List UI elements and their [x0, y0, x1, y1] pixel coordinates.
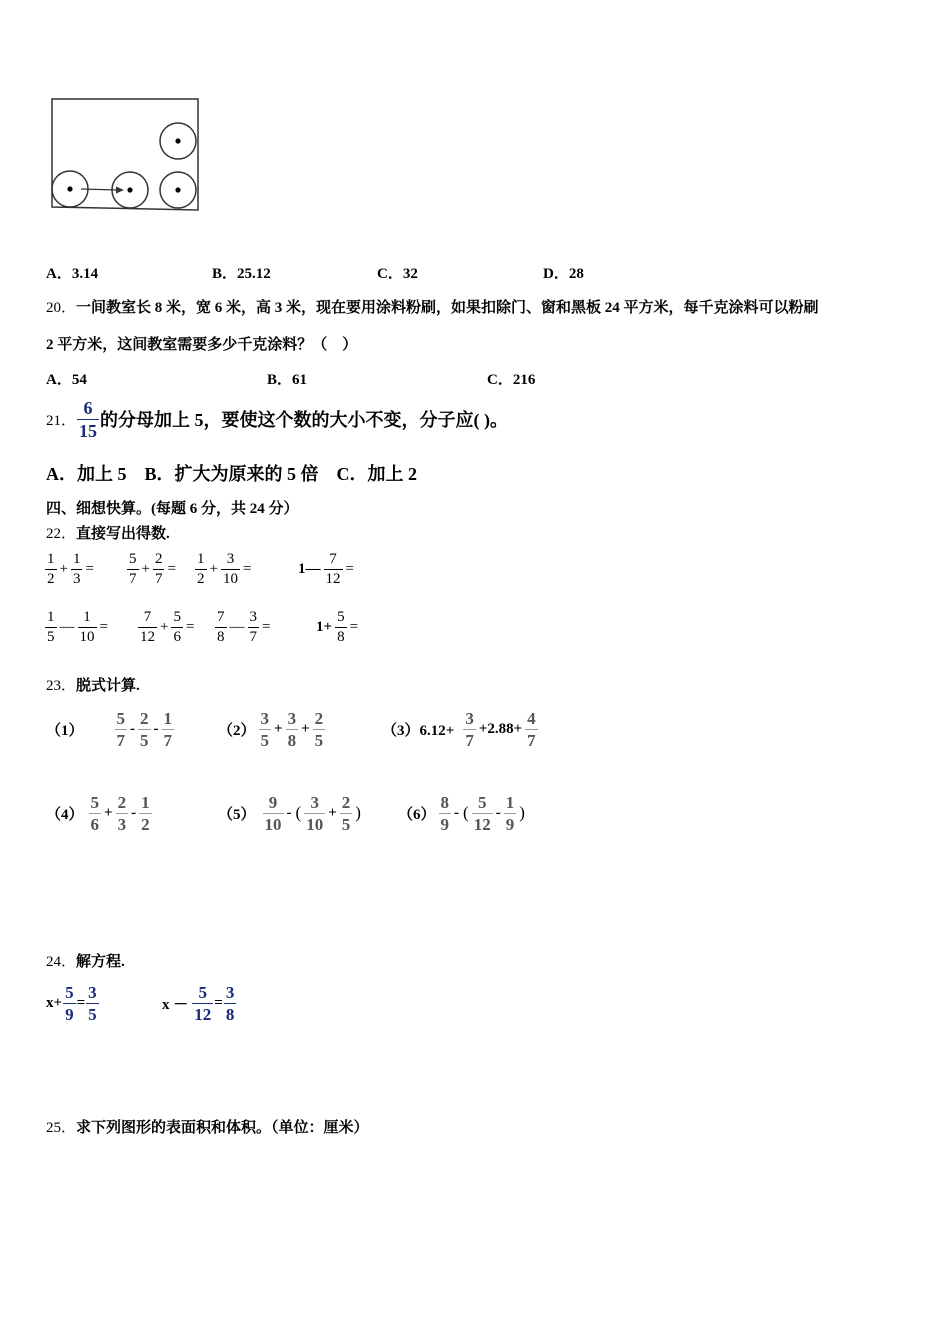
- fraction-denominator: 8: [225, 1004, 235, 1024]
- fraction-denominator: 10: [306, 814, 324, 834]
- option-label: A．: [46, 266, 72, 282]
- q22-item-6: [137, 606, 196, 648]
- operator: -: [454, 804, 460, 821]
- fraction-denominator: 2: [141, 814, 150, 834]
- option-value: 25.12: [237, 266, 271, 282]
- fraction-numerator: 1: [197, 550, 205, 567]
- fraction-numerator: 2: [154, 550, 163, 567]
- question-text: 一间教室长 8 米，宽 6 米，高 3 米，现在要用涂料粉刷，如果扣除门、窗和黑板 24 平方米，每千克涂料可以粉刷: [76, 300, 819, 316]
- fraction-denominator: 9: [505, 814, 515, 834]
- operator: +: [59, 560, 68, 577]
- q23-problem-2: [218, 704, 326, 754]
- q22-item-8: [314, 606, 360, 648]
- fraction-denominator: 7: [129, 570, 137, 587]
- fraction-numerator: 3: [226, 550, 235, 567]
- fraction-numerator: 2: [140, 708, 149, 728]
- option-label: C．: [377, 266, 403, 282]
- fraction-numerator: 7: [329, 550, 337, 567]
- equals-sign: =: [262, 618, 271, 635]
- fraction-numerator: 1: [47, 550, 55, 567]
- fraction-numerator: 4: [527, 708, 536, 728]
- circle-center-dot: [67, 186, 72, 191]
- question-number: 23．: [46, 678, 77, 694]
- operator: -: [130, 720, 136, 737]
- fraction-denominator: 5: [88, 1004, 97, 1024]
- fraction-denominator: 3: [72, 570, 81, 587]
- fraction-denominator: 7: [527, 730, 536, 750]
- q21-fraction: [77, 399, 99, 440]
- question-number: 24．: [46, 954, 77, 970]
- fraction-numerator: 5: [337, 608, 345, 625]
- fraction-denominator: 6: [173, 628, 181, 645]
- operator: +: [328, 804, 337, 821]
- operator: -: [131, 804, 137, 821]
- fraction-numerator: 5: [116, 708, 126, 728]
- fraction-denominator: 8: [337, 628, 345, 645]
- figure-frame: [52, 99, 198, 210]
- option-value: 61: [292, 372, 308, 388]
- equals-sign: =: [76, 994, 86, 1011]
- fraction-numerator: 9: [268, 792, 278, 812]
- q22-item-4: [296, 548, 356, 590]
- question-number: 20．: [46, 300, 77, 316]
- fraction-numerator: 8: [440, 792, 450, 812]
- q25-heading: [46, 1116, 369, 1137]
- middle-term: +2.88+: [478, 720, 523, 737]
- q23-heading: [46, 674, 140, 695]
- fraction-denominator: 7: [154, 570, 163, 587]
- fraction-numerator: 3: [249, 608, 257, 625]
- option-value: 216: [512, 372, 536, 388]
- fraction-denominator: 10: [264, 814, 282, 834]
- circle-center-dot: [127, 187, 132, 192]
- right-paren: ): [519, 803, 525, 822]
- q19-option-c: [377, 262, 418, 283]
- option-label: B．: [267, 372, 293, 388]
- q20-option-c: [487, 368, 535, 389]
- q21-question: [46, 396, 508, 442]
- fraction-numerator: 7: [217, 608, 225, 625]
- operator: -: [495, 804, 501, 821]
- operator: +: [274, 720, 283, 737]
- equals-sign: =: [185, 618, 195, 635]
- equals-sign: =: [345, 560, 354, 577]
- fraction-numerator: 5: [129, 550, 137, 567]
- q24-equation-1: [46, 980, 100, 1026]
- q23-problem-3: [382, 704, 539, 754]
- option-value: 54: [71, 372, 87, 388]
- equals-sign: =: [349, 618, 359, 635]
- fraction-numerator: 3: [225, 982, 235, 1002]
- q24-equation-2: [162, 980, 237, 1026]
- fraction-numerator: 2: [117, 792, 127, 812]
- fraction-denominator: 2: [197, 570, 205, 587]
- operator: —: [229, 618, 245, 635]
- problem-label: （2）: [218, 722, 256, 739]
- question-title: 直接写出得数.: [76, 526, 170, 542]
- fraction-denominator: 12: [140, 628, 155, 645]
- fraction-denominator: 3: [117, 814, 127, 834]
- circle-center-dot: [175, 187, 180, 192]
- q22-item-1: [44, 548, 96, 590]
- option-value: 32: [402, 266, 418, 282]
- fraction-numerator: 1: [505, 792, 515, 812]
- operator: +: [160, 618, 169, 635]
- problem-label: （1）: [46, 722, 84, 739]
- fraction-numerator: 1: [72, 550, 81, 567]
- q20-line2: 2 平方米，这间教室需要多少千克涂料？（ ）: [46, 337, 358, 353]
- question-number: 21．: [46, 412, 77, 429]
- leading-term: x+: [46, 994, 63, 1011]
- option-label: C．: [487, 372, 513, 388]
- fraction-denominator: 8: [217, 628, 225, 645]
- operator: -: [286, 804, 292, 821]
- q19-option-a: [46, 262, 98, 283]
- option-value: 3.14: [71, 266, 99, 282]
- fraction-numerator: 5: [198, 982, 208, 1002]
- equals-sign: =: [214, 994, 223, 1011]
- q19-option-d: [543, 262, 584, 283]
- right-paren: ): [355, 803, 361, 822]
- operator: -: [153, 720, 159, 737]
- q23-problem-1: [46, 704, 175, 754]
- option-label: A．: [46, 372, 72, 388]
- fraction-denominator: 12: [473, 814, 491, 834]
- fraction-denominator: 5: [314, 730, 324, 750]
- q22-heading: [46, 522, 170, 543]
- leading-term: 1+: [316, 618, 333, 635]
- fraction-numerator: 3: [260, 708, 270, 728]
- fraction-denominator: 12: [194, 1004, 212, 1024]
- q22-item-5: [44, 606, 110, 648]
- circle-path-figure: [48, 96, 204, 216]
- fraction-denominator: 10: [222, 570, 238, 587]
- operator: —: [59, 618, 75, 635]
- problem-label: （4）: [46, 806, 84, 823]
- question-title: 解方程.: [76, 954, 125, 970]
- q23-problem-6: [398, 788, 527, 838]
- fraction-denominator: 2: [47, 570, 55, 587]
- fraction-numerator: 3: [287, 708, 297, 728]
- fraction-denominator: 12: [325, 570, 341, 587]
- fraction-numerator: 3: [465, 708, 474, 728]
- left-paren: (: [463, 803, 469, 822]
- fraction-numerator: 5: [65, 982, 74, 1002]
- operator: +: [104, 804, 113, 821]
- problem-label: （6）: [398, 806, 436, 823]
- fraction-numerator: 2: [341, 792, 351, 812]
- fraction-numerator: 7: [143, 608, 152, 625]
- fraction-numerator: 1: [163, 708, 173, 728]
- equals-sign: =: [242, 560, 252, 577]
- q24-heading: [46, 950, 125, 971]
- operator: +: [209, 560, 218, 577]
- fraction-numerator: 1: [141, 792, 150, 812]
- q22-item-2: [126, 548, 178, 590]
- fraction-numerator: 5: [477, 792, 487, 812]
- q20-option-a: [46, 368, 87, 389]
- fraction-denominator: 6: [90, 814, 100, 834]
- question-number: 22．: [46, 526, 77, 542]
- question-title: 求下列图形的表面积和体积。（单位：厘米）: [76, 1120, 369, 1136]
- fraction-denominator: 7: [163, 730, 173, 750]
- question-text: 的分母加上 5，要使这个数的大小不变，分子应( )。: [100, 410, 509, 430]
- option-label: B．: [212, 266, 238, 282]
- circle-center-dot: [175, 138, 180, 143]
- q23-problem-4: [46, 788, 153, 838]
- option-value: 28: [568, 266, 584, 282]
- operator: +: [301, 720, 310, 737]
- fraction-denominator: 5: [47, 628, 55, 645]
- fraction-denominator: 10: [79, 628, 95, 645]
- fraction-numerator: 3: [88, 982, 97, 1002]
- fraction-denominator: 9: [440, 814, 450, 834]
- equals-sign: =: [167, 560, 176, 577]
- fraction-denominator: 15: [79, 420, 98, 441]
- q20-line1: [46, 296, 819, 317]
- fraction-numerator: 6: [83, 397, 93, 418]
- q22-item-3: [194, 548, 253, 590]
- fraction-numerator: 3: [310, 792, 319, 812]
- left-paren: (: [295, 803, 302, 822]
- fraction-denominator: 7: [116, 730, 126, 750]
- q20-option-b: [267, 368, 307, 389]
- operator: +: [141, 560, 150, 577]
- question-number: 25．: [46, 1120, 77, 1136]
- fraction-denominator: 5: [140, 730, 149, 750]
- fraction-denominator: 5: [341, 814, 351, 834]
- fraction-numerator: 2: [314, 708, 324, 728]
- section-heading: 四、细想快算。(每题 6 分，共 24 分）: [46, 501, 299, 517]
- option-label: D．: [543, 266, 569, 282]
- fraction-denominator: 7: [249, 628, 257, 645]
- fraction-denominator: 5: [260, 730, 270, 750]
- leading-term: 1—: [298, 560, 321, 577]
- leading-term: x －: [162, 996, 189, 1013]
- q19-option-b: [212, 262, 271, 283]
- fraction-numerator: 1: [83, 608, 91, 625]
- arrow-head-icon: [116, 187, 124, 194]
- fraction-numerator: 1: [47, 608, 55, 625]
- question-title: 脱式计算.: [76, 678, 140, 694]
- fraction-denominator: 9: [65, 1004, 74, 1024]
- fraction-denominator: 8: [287, 730, 297, 750]
- problem-label: （3）6.12+: [382, 722, 455, 739]
- equals-sign: =: [99, 618, 108, 635]
- fraction-denominator: 7: [465, 730, 474, 750]
- fraction-numerator: 5: [173, 608, 181, 625]
- q22-item-7: [214, 606, 272, 648]
- fraction-numerator: 5: [90, 792, 100, 812]
- q21-options: A．加上 5 B．扩大为原来的 5 倍 C．加上 2: [46, 464, 418, 484]
- equals-sign: =: [85, 560, 94, 577]
- q23-problem-5: [218, 788, 363, 838]
- problem-label: （5）: [218, 806, 256, 823]
